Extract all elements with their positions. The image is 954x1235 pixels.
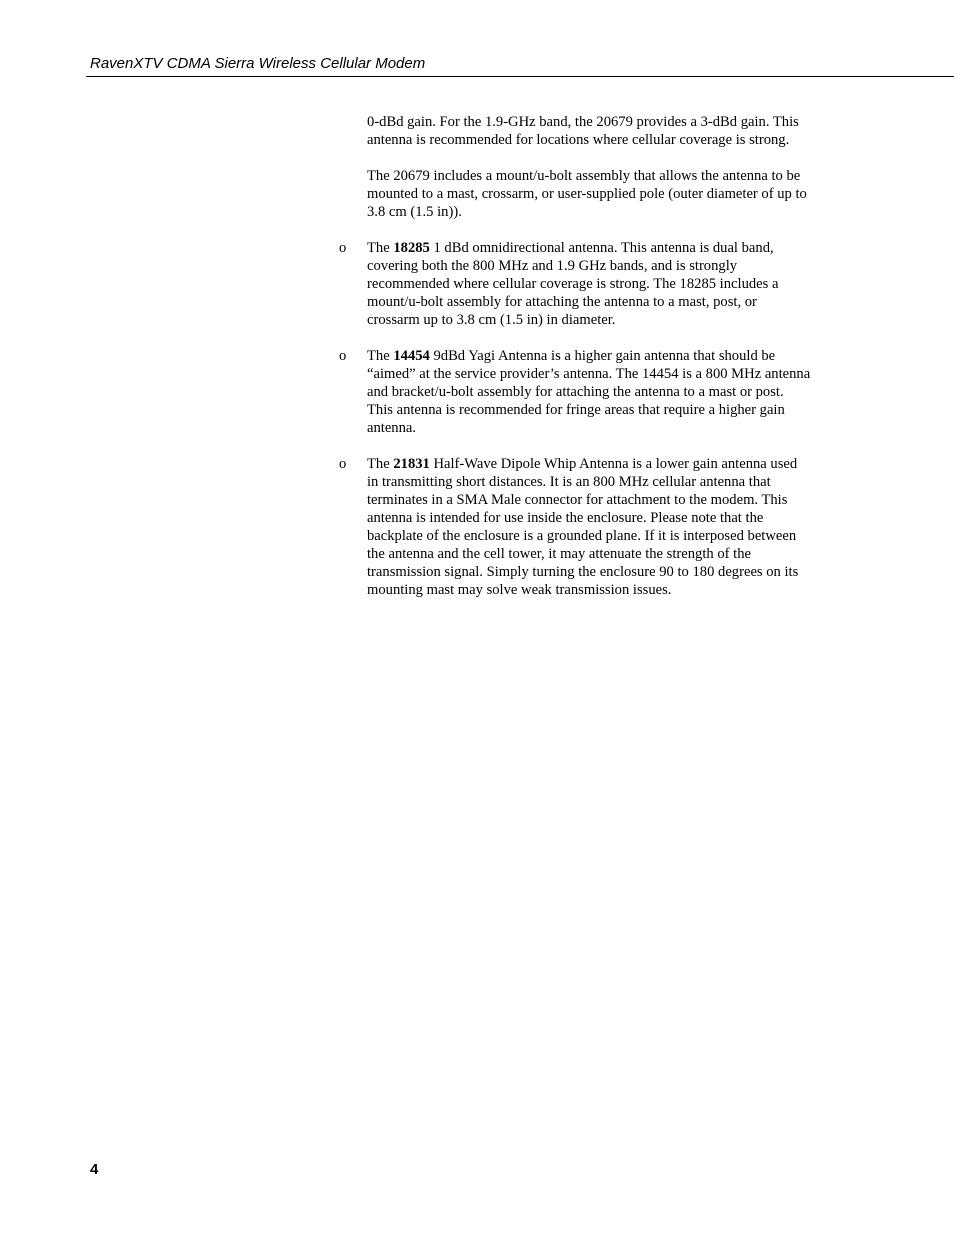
bullet-text: 1 dBd omnidirectional antenna. This antenna is dual band, covering both the 800 MHz and 1.9 GHz bands, and is strongly recommended where cellular coverage is strong. The 18285 includes a mount/u-bolt assembly for attaching the antenna to a mast, post, or crossarm up to 3.8 cm (1.5 in) in diameter. <box>367 240 779 328</box>
mount-paragraph: The 20679 includes a mount/u-bolt assembly that allows the antenna to be mounted to a mast, crossarm, or user-supplied pole (outer diameter of up to 3.8 cm (1.5 in)). <box>367 168 807 220</box>
bullet-text: Half-Wave Dipole Whip Antenna is a lower gain antenna used in transmitting short distances. It is an 800 MHz cellular antenna that terminates in a SMA Male connector for attachment to the modem. This antenna is intended for use inside the enclosure. Please note that the backplate of the enclosure is a grounded plane. If it is interposed between the antenna and the cell tower, it may attenuate the strength of the transmission signal. Simply turning the enclosure 90 to 180 degrees on its mounting mast may solve weak transmission issues. <box>367 456 799 598</box>
page-number: 4 <box>90 1161 99 1178</box>
bullet-item-21831 <box>339 455 812 599</box>
part-number: 18285 <box>393 240 430 256</box>
part-number: 14454 <box>393 348 430 364</box>
bullet-text: 9dBd Yagi Antenna is a higher gain antenna that should be “aimed” at the service provider’s antenna. The 14454 is a 800 MHz antenna and bracket/u-bolt assembly for attaching the antenna to a mast or post. This antenna is recommended for fringe areas that require a higher gain antenna. <box>367 348 811 436</box>
bullet-marker: o <box>339 456 347 472</box>
continuation-paragraph: 0-dBd gain. For the 1.9-GHz band, the 20679 provides a 3-dBd gain. This antenna is recommended for locations where cellular coverage is strong. <box>367 114 799 148</box>
header-rule <box>86 76 954 77</box>
document-body <box>339 113 812 617</box>
running-header-title: RavenXTV CDMA Sierra Wireless Cellular Modem <box>90 55 426 72</box>
bullet-item-18285 <box>339 239 812 329</box>
bullet-item-14454 <box>339 347 812 437</box>
bullet-marker: o <box>339 240 347 256</box>
bullet-lead: The <box>367 348 394 364</box>
bullet-lead: The <box>367 240 394 256</box>
part-number: 21831 <box>393 456 430 472</box>
bullet-marker: o <box>339 348 347 364</box>
bullet-lead: The <box>367 456 394 472</box>
